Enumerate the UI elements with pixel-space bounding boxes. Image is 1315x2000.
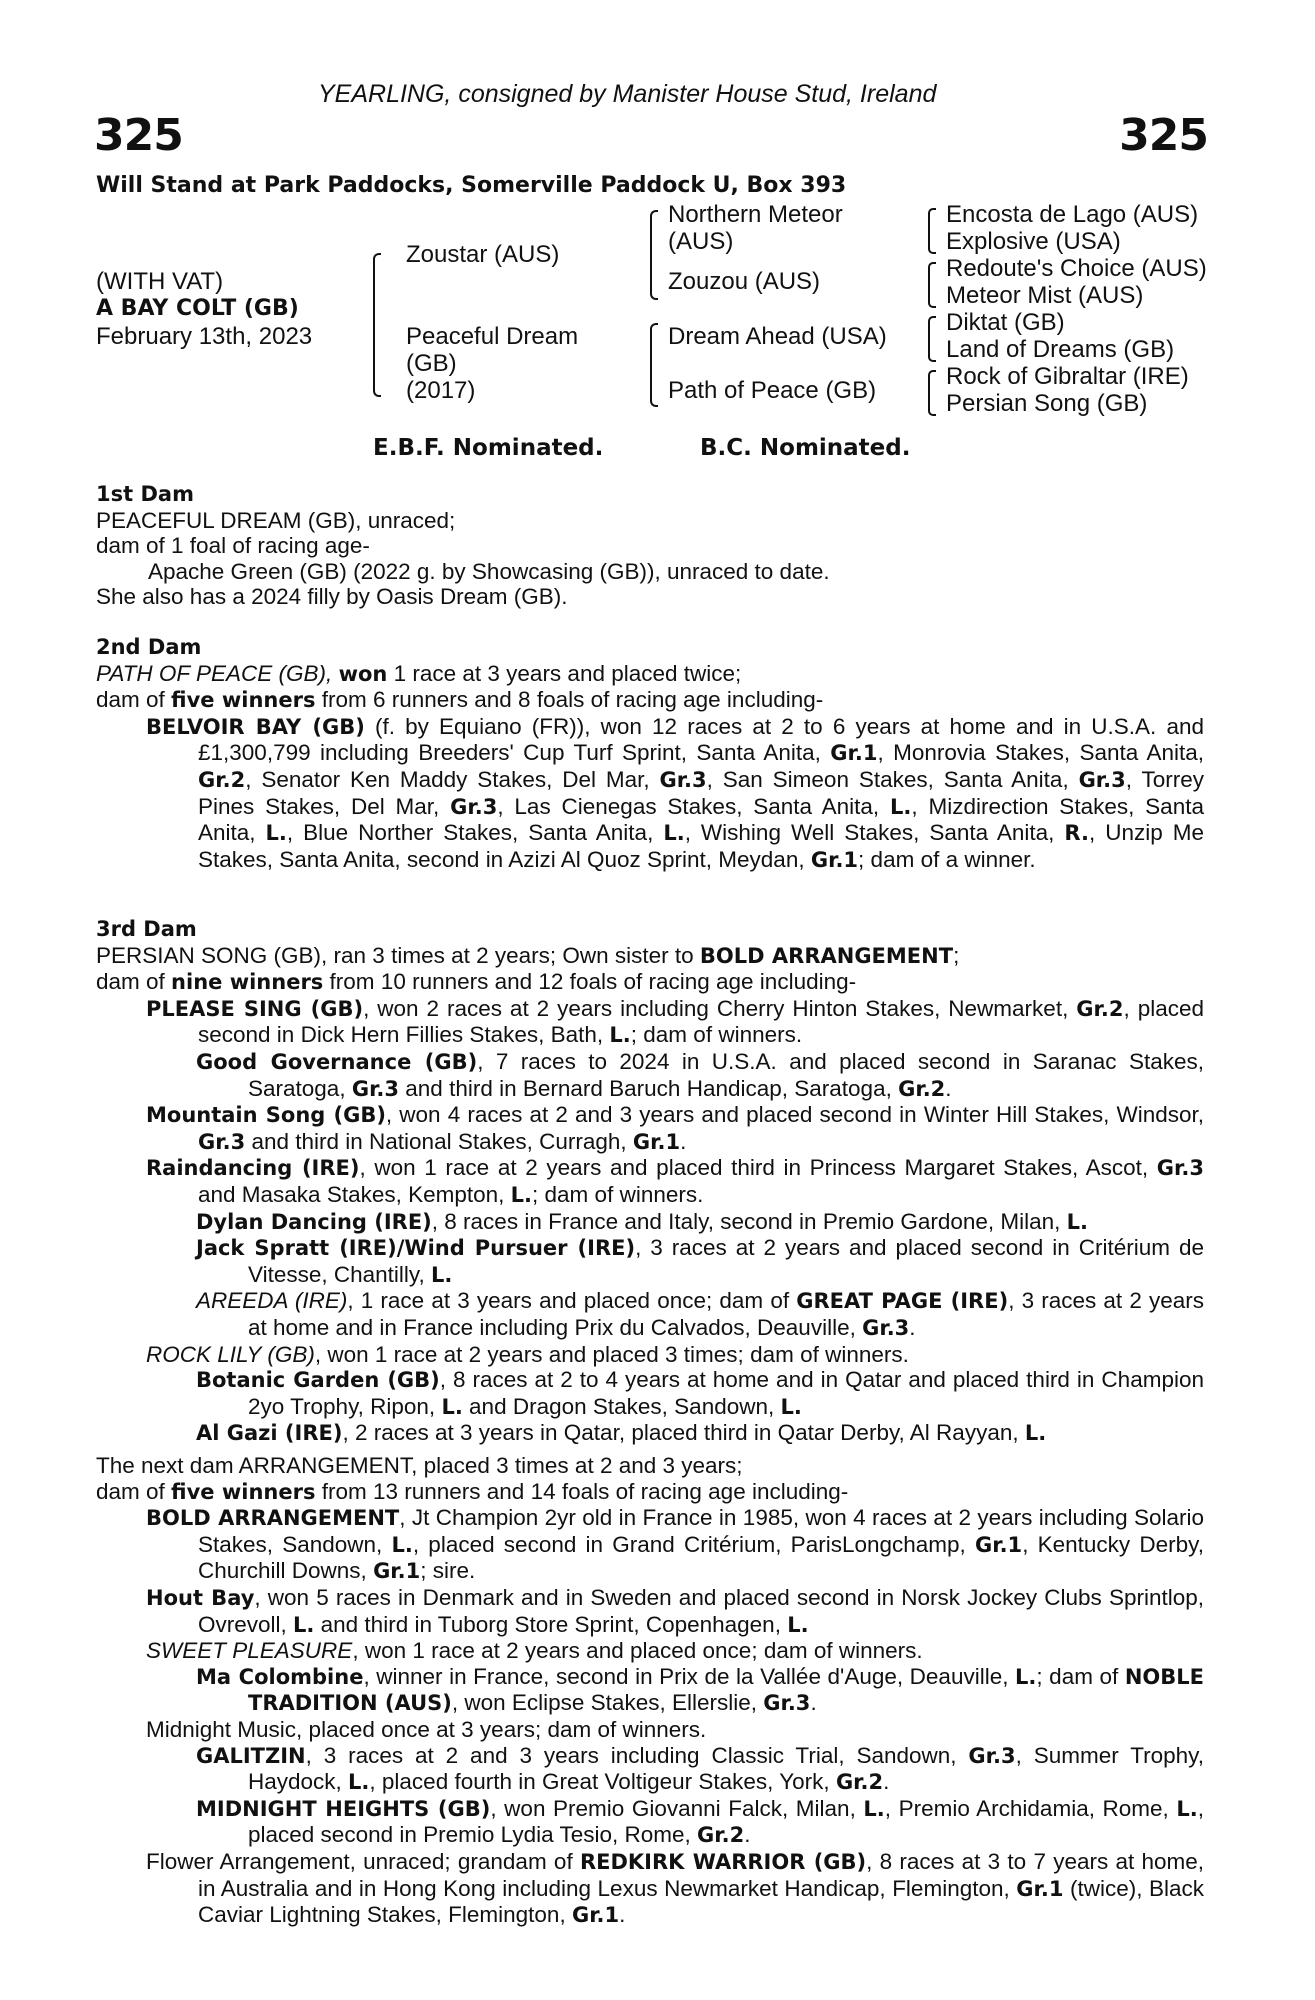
text: , Torrey Pines Stakes, Del Mar, xyxy=(198,766,1204,819)
ebf-nomination: E.B.F. Nominated. xyxy=(373,435,604,461)
grade: L. xyxy=(890,794,912,819)
produce-entry: Midnight Music, placed once at 3 years; dam of winners. xyxy=(146,1716,707,1742)
text: and third in National Stakes, Curragh, xyxy=(245,1128,633,1154)
winners-text: nine winners xyxy=(171,970,324,995)
grade: Gr.3 xyxy=(450,794,498,819)
horse-name: GALITZIN xyxy=(196,1743,306,1768)
text: , placed second in Dick Hern Fillies Stakes, Bath, xyxy=(198,995,1204,1048)
first-dam-produce: Apache Green (GB) (2022 g. by Showcasing (GB)), unraced to date. xyxy=(148,558,830,584)
text: , 3 races at 2 years at home and in France including Prix du Calvados, Deauville, xyxy=(248,1288,1205,1340)
grade: L. xyxy=(1176,1796,1198,1821)
won-text: won xyxy=(338,661,388,686)
first-dam-section xyxy=(96,482,1204,610)
grade: Gr.2 xyxy=(697,1823,745,1848)
horse-name: SWEET PLEASURE xyxy=(146,1638,353,1664)
grade: Gr.1 xyxy=(632,1129,681,1154)
produce-entry xyxy=(96,1505,1204,1585)
grade: L. xyxy=(780,1394,802,1419)
horse-name: Hout Bay xyxy=(146,1585,255,1610)
ggdam-1: Explosive (USA) xyxy=(946,228,1121,255)
text: , won 1 race at 2 years and placed 3 times; dam of winners. xyxy=(314,1341,909,1367)
text: , Wishing Well Stakes, Santa Anita, xyxy=(684,820,1065,846)
horse-name: PLEASE SING (GB) xyxy=(146,996,364,1021)
text: PERSIAN SONG (GB), ran 3 times at 2 years; Own sister to xyxy=(96,942,700,968)
horse-name: BOLD ARRANGEMENT xyxy=(146,1506,400,1531)
text: , San Simeon Stakes, Santa Anita, xyxy=(706,766,1079,792)
horse-name: Dylan Dancing (IRE) xyxy=(196,1209,432,1234)
horse-name: Botanic Garden (GB) xyxy=(196,1368,440,1393)
first-dam-line: PEACEFUL DREAM (GB), unraced; xyxy=(96,507,456,533)
horse-name: BELVOIR BAY (GB) xyxy=(146,714,365,739)
grade: Gr.3 xyxy=(763,1691,811,1716)
third-dam-line xyxy=(96,969,1204,996)
grade: L. xyxy=(1066,1209,1089,1234)
text: , placed second in Grand Critérium, ParisLongchamp, xyxy=(412,1531,975,1557)
next-dam-line: The next dam ARRANGEMENT, placed 3 times at 2 and 3 years; xyxy=(96,1453,743,1478)
grade: L. xyxy=(1024,1421,1047,1446)
text: and Dragon Stakes, Sandown, xyxy=(462,1393,781,1419)
text: , winner in France, second in Prix de la Vallée d'Auge, Deauville, xyxy=(363,1663,1016,1689)
pedigree-brace xyxy=(928,208,936,254)
text: (twice), Black Caviar Lightning Stakes, Flemington, xyxy=(198,1875,1204,1928)
horse-name: NOBLE TRADITION (AUS) xyxy=(248,1664,1204,1716)
horse-name: Good Governance (GB) xyxy=(196,1049,478,1074)
produce-entry xyxy=(96,1664,1204,1717)
pedigree-brace xyxy=(928,262,936,308)
pedigree-brace xyxy=(650,323,658,407)
grade: Gr.1 xyxy=(974,1532,1023,1557)
grade: Gr.3 xyxy=(198,1129,246,1154)
grade: Gr.3 xyxy=(1078,767,1126,792)
text: , 8 races in France and Italy, second in Premio Gardone, Milan, xyxy=(431,1208,1067,1234)
text: , won 4 races at 2 and 3 years and placed second in Winter Hill Stakes, Windsor, xyxy=(385,1102,1204,1128)
text: ; dam of xyxy=(1036,1663,1125,1689)
ggsire-4: Rock of Gibraltar (IRE) xyxy=(946,363,1189,390)
next-dam-section xyxy=(96,1453,1204,1929)
ggdam-4: Persian Song (GB) xyxy=(946,390,1148,417)
text: , won 1 race at 2 years and placed third in Princess Margaret Stakes, Ascot, xyxy=(359,1155,1157,1181)
produce-entry xyxy=(96,996,1204,1049)
dam-line-3: (2017) xyxy=(406,377,476,404)
text: , Blue Norther Stakes, Santa Anita, xyxy=(286,820,664,846)
third-dam-section xyxy=(96,917,1204,1447)
grade: L. xyxy=(1015,1664,1037,1689)
text: and Masaka Stakes, Kempton, xyxy=(198,1181,511,1207)
first-dam-heading: 1st Dam xyxy=(96,482,194,506)
produce-entry xyxy=(96,1796,1204,1849)
text: and third in Bernard Baruch Handicap, Saratoga, xyxy=(399,1075,899,1101)
pedigree-brace xyxy=(928,316,936,362)
text: . xyxy=(810,1690,817,1716)
ggsire-1: Encosta de Lago (AUS) xyxy=(946,201,1199,228)
pedigree-brace xyxy=(650,210,658,300)
grade: Gr.2 xyxy=(835,1770,884,1795)
grade: L. xyxy=(348,1770,370,1795)
dam-name: PATH OF PEACE (GB), xyxy=(96,660,333,686)
horse-name: Jack Spratt (IRE)/Wind Pursuer (IRE) xyxy=(196,1236,636,1261)
text: , won 2 races at 2 years including Cherry Hinton Stakes, Newmarket, xyxy=(363,995,1077,1021)
catalogue-header: YEARLING, consigned by Manister House Stud, Ireland xyxy=(318,80,937,108)
text: , 2 races at 3 years in Qatar, placed third in Qatar Derby, Al Rayyan, xyxy=(342,1420,1025,1446)
text: , won Premio Giovanni Falck, Milan, xyxy=(490,1795,864,1821)
winners-text: five winners xyxy=(171,1479,316,1504)
horse-name: Ma Colombine xyxy=(196,1664,364,1689)
text: from 10 runners and 12 foals of racing age including- xyxy=(323,969,857,995)
horse-name: GREAT PAGE (IRE) xyxy=(796,1289,1009,1314)
horse-name: Al Gazi (IRE) xyxy=(196,1421,343,1446)
horse-name: BOLD ARRANGEMENT xyxy=(699,943,954,968)
produce-entry xyxy=(96,1235,1204,1288)
text: , Unzip Me Stakes, Santa Anita, second in Azizi Al Quoz Sprint, Meydan, xyxy=(198,820,1204,872)
text: , won Eclipse Stakes, Ellerslie, xyxy=(451,1690,764,1716)
second-dam-line xyxy=(96,661,1204,688)
grade: L. xyxy=(441,1394,463,1419)
text: , won 1 race at 2 years and placed once; dam of winners. xyxy=(352,1638,923,1664)
second-dam-heading: 2nd Dam xyxy=(96,635,202,659)
horse-name: Mountain Song (GB) xyxy=(146,1103,386,1128)
text: . xyxy=(883,1769,890,1795)
grade: Gr.3 xyxy=(1156,1156,1204,1181)
text: , 8 races at 2 to 4 years at home and in Qatar and placed third in Champion 2yo Trophy, Ripon, xyxy=(248,1367,1204,1419)
produce-entry xyxy=(96,1367,1204,1420)
dam-dam: Path of Peace (GB) xyxy=(668,377,877,404)
text: , 3 races at 2 and 3 years including Classic Trial, Sandown, xyxy=(305,1742,969,1768)
dam-sire: Dream Ahead (USA) xyxy=(668,323,887,350)
ggdam-3: Land of Dreams (GB) xyxy=(946,336,1175,363)
grade: R. xyxy=(1064,821,1089,846)
text: ; dam of winners. xyxy=(532,1181,704,1207)
text: . xyxy=(619,1902,626,1928)
sire-sire-line-1: Northern Meteor xyxy=(668,201,843,228)
horse-name: Raindancing (IRE) xyxy=(146,1156,360,1181)
grade: L. xyxy=(431,1262,453,1287)
third-dam-heading: 3rd Dam xyxy=(96,917,197,941)
produce-entry xyxy=(96,1102,1204,1155)
sire: Zoustar (AUS) xyxy=(406,241,560,268)
grade: Gr.1 xyxy=(1016,1876,1064,1901)
next-dam-line xyxy=(96,1479,1204,1506)
grade: L. xyxy=(510,1182,533,1207)
grade: Gr.1 xyxy=(373,1559,421,1584)
dam-line-2: (GB) xyxy=(406,350,457,377)
third-dam-line xyxy=(96,943,1204,970)
pedigree-brace xyxy=(928,370,936,416)
grade: L. xyxy=(787,1612,809,1637)
grade: Gr.3 xyxy=(862,1315,910,1340)
text: , Las Cienegas Stakes, Santa Anita, xyxy=(497,793,891,819)
winners-text: five winners xyxy=(171,688,316,713)
grade: L. xyxy=(609,1023,631,1048)
text: , 7 races to 2024 in U.S.A. and placed second in Saranac Stakes, Saratoga, xyxy=(248,1048,1204,1101)
vat-note: (WITH VAT) xyxy=(96,268,224,295)
text: , won 5 races in Denmark and in Sweden and placed second in Norsk Jockey Clubs Sprintlop, Ovrevoll, xyxy=(198,1584,1204,1637)
produce-entry xyxy=(96,1849,1204,1929)
grade: Gr.1 xyxy=(810,847,859,872)
lot-number-right: 325 xyxy=(1119,110,1208,161)
produce-entry xyxy=(96,1288,1204,1341)
produce-entry xyxy=(96,1638,1204,1664)
text: from 13 runners and 14 foals of racing age including- xyxy=(315,1478,849,1504)
produce-entry xyxy=(96,1743,1204,1796)
produce-entry xyxy=(96,1155,1204,1208)
text: , 8 races at 3 to 7 years at home, in Australia and in Hong Kong including Lexus Newmarket Handicap, Flemington, xyxy=(198,1848,1205,1901)
grade: L. xyxy=(265,821,287,846)
grade: L. xyxy=(663,821,685,846)
text: dam of xyxy=(96,687,172,713)
text: ; dam of a winner. xyxy=(858,846,1036,872)
grade: L. xyxy=(391,1532,413,1557)
text: , 3 races at 2 years and placed second in Critérium de Vitesse, Chantilly, xyxy=(248,1235,1204,1287)
text: from 6 runners and 8 foals of racing age including- xyxy=(315,687,824,713)
text: , placed second in Premio Lydia Tesio, Rome, xyxy=(248,1795,1204,1848)
text: ; dam of winners. xyxy=(630,1022,803,1048)
horse-name: MIDNIGHT HEIGHTS (GB) xyxy=(196,1796,491,1821)
horse-name: ROCK LILY (GB) xyxy=(146,1341,315,1367)
dam-line-1: Peaceful Dream xyxy=(406,323,579,350)
text: , Senator Ken Maddy Stakes, Del Mar, xyxy=(245,766,660,792)
text: . xyxy=(909,1314,916,1340)
text: dam of xyxy=(96,969,172,995)
produce-entry xyxy=(96,1049,1204,1102)
stand-location: Will Stand at Park Paddocks, Somerville Paddock U, Box 393 xyxy=(96,173,847,198)
lot-number-left: 325 xyxy=(94,110,183,161)
grade: Gr.3 xyxy=(968,1743,1016,1768)
text: . xyxy=(680,1128,687,1154)
produce-entry xyxy=(96,1585,1204,1638)
first-dam-line: She also has a 2024 filly by Oasis Dream (GB). xyxy=(96,584,568,610)
ggdam-2: Meteor Mist (AUS) xyxy=(946,282,1144,309)
grade: Gr.3 xyxy=(659,767,707,792)
text: and third in Tuborg Store Sprint, Copenhagen, xyxy=(314,1611,788,1637)
horse-name: REDKIRK WARRIOR (GB) xyxy=(579,1849,867,1874)
horse-name: A BAY COLT (GB) xyxy=(96,296,299,321)
second-dam-section xyxy=(96,635,1204,873)
second-dam-line xyxy=(96,687,1204,714)
text: Flower Arrangement, unraced; grandam of xyxy=(146,1848,580,1874)
grade: L. xyxy=(863,1796,885,1821)
text: (f. by Equiano (FR)), won 12 races at 2 to 6 years at home and in U.S.A. and £1,300,799 including Breeders' Cup Turf Sprint, Santa Anita, xyxy=(198,713,1204,766)
grade: Gr.1 xyxy=(830,741,878,766)
bc-nomination: B.C. Nominated. xyxy=(700,435,911,461)
text: 1 race at 3 years and placed twice; xyxy=(387,660,742,686)
ggsire-3: Diktat (GB) xyxy=(946,309,1065,336)
text: . xyxy=(945,1075,952,1101)
pedigree-brace xyxy=(373,253,381,397)
produce-entry xyxy=(96,1209,1204,1236)
text: , Monrovia Stakes, Santa Anita, xyxy=(877,740,1204,766)
ggsire-2: Redoute's Choice (AUS) xyxy=(946,255,1207,282)
horse-name: AREEDA (IRE) xyxy=(196,1288,348,1314)
text: , Mizdirection Stakes, Santa Anita, xyxy=(198,793,1204,846)
text: , Summer Trophy, Haydock, xyxy=(248,1742,1204,1795)
produce-entry xyxy=(96,714,1204,874)
produce-entry xyxy=(96,1342,1204,1368)
grade: Gr.1 xyxy=(571,1903,620,1928)
grade: Gr.2 xyxy=(198,767,246,792)
grade: Gr.2 xyxy=(898,1076,946,1101)
text: , Kentucky Derby, Churchill Downs, xyxy=(198,1531,1204,1584)
text: ; xyxy=(953,942,960,968)
grade: Gr.2 xyxy=(1076,996,1124,1021)
text: ; sire. xyxy=(420,1558,476,1584)
text: . xyxy=(744,1822,751,1848)
sire-sire-line-2: (AUS) xyxy=(668,228,734,255)
text: , Premio Archidamia, Rome, xyxy=(884,1795,1177,1821)
text: , placed fourth in Great Voltigeur Stakes, York, xyxy=(369,1769,836,1795)
text: , 1 race at 3 years and placed once; dam of xyxy=(347,1288,797,1314)
sire-dam: Zouzou (AUS) xyxy=(668,268,821,295)
text: dam of xyxy=(96,1478,172,1504)
first-dam-line: dam of 1 foal of racing age- xyxy=(96,533,370,559)
grade: L. xyxy=(293,1612,315,1637)
grade: Gr.3 xyxy=(351,1076,400,1101)
text: , Jt Champion 2yr old in France in 1985, won 4 races at 2 years including Solario Stakes, Sandown, xyxy=(198,1505,1204,1557)
produce-entry xyxy=(96,1420,1204,1447)
foaling-date: February 13th, 2023 xyxy=(96,323,313,350)
